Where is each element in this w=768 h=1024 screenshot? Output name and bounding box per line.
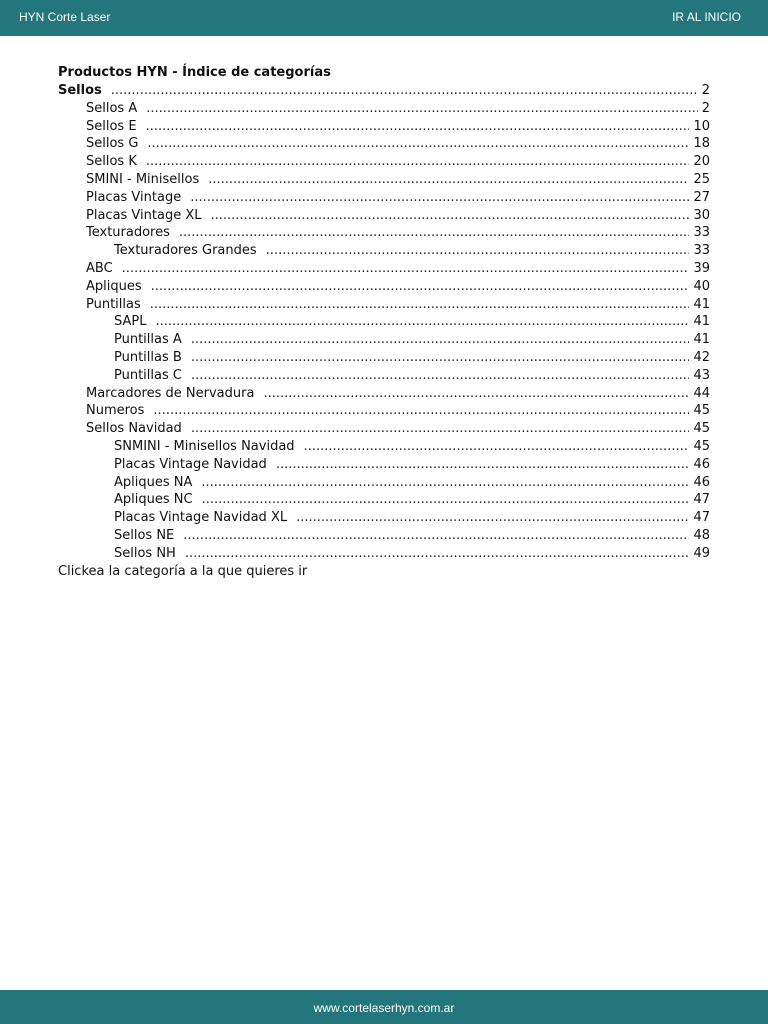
toc-entry-page: 42: [693, 349, 710, 365]
toc-entry[interactable]: [58, 118, 710, 136]
toc-entry[interactable]: [58, 491, 710, 509]
toc-entry-page: 48: [693, 527, 710, 543]
toc-leader-dots: [183, 527, 689, 545]
toc-entry-page: 39: [693, 260, 710, 276]
toc-leader-dots: [191, 367, 689, 385]
toc-entry-page: 41: [693, 296, 710, 312]
toc-entry-page: 46: [693, 474, 710, 490]
toc-entry-label: Texturadores Grandes: [114, 243, 257, 259]
document-content: [58, 64, 710, 581]
toc-leader-dots: [147, 135, 689, 153]
toc-entry-label: Marcadores de Nervadura: [86, 385, 255, 401]
toc-entry-page: 41: [693, 314, 710, 330]
toc-entry-label: Puntillas C: [114, 367, 182, 383]
toc-entry-page: 25: [693, 171, 710, 187]
toc-entry[interactable]: [58, 153, 710, 171]
toc-leader-dots: [191, 420, 690, 438]
toc-entry-label: Placas Vintage: [86, 189, 182, 205]
toc-entry-label: Puntillas A: [114, 332, 182, 348]
toc-entry-page: 2: [701, 100, 710, 116]
toc-entry-label: Sellos NH: [114, 545, 176, 561]
toc-entry-page: 10: [693, 118, 710, 134]
table-of-contents: [58, 82, 710, 563]
toc-entry-label: Sellos: [58, 83, 102, 98]
toc-entry[interactable]: [58, 296, 710, 314]
toc-entry-label: Sellos Navidad: [86, 421, 182, 437]
toc-entry-page: 18: [693, 136, 710, 152]
toc-leader-dots: [179, 224, 690, 242]
toc-entry-page: 45: [693, 421, 710, 437]
toc-leader-dots: [155, 313, 689, 331]
toc-entry[interactable]: [58, 527, 710, 545]
toc-entry-label: Sellos G: [86, 136, 139, 152]
toc-entry[interactable]: [58, 331, 710, 349]
toc-entry[interactable]: [58, 385, 710, 403]
toc-entry[interactable]: [58, 474, 710, 492]
toc-entry-label: ABC: [86, 260, 113, 276]
toc-entry[interactable]: [58, 509, 710, 527]
toc-leader-dots: [146, 118, 690, 136]
instruction-text: Clickea la categoría a la que quieres ir: [58, 563, 308, 579]
toc-entry-page: 49: [693, 545, 710, 561]
toc-leader-dots: [191, 349, 690, 367]
toc-entry-label: SNMINI - Minisellos Navidad: [114, 438, 295, 454]
toc-leader-dots: [151, 278, 690, 296]
toc-leader-dots: [276, 456, 690, 474]
toc-entry-page: 47: [693, 492, 710, 508]
toc-entry-label: Sellos A: [86, 100, 138, 116]
toc-leader-dots: [202, 491, 690, 509]
toc-entry-page: 44: [693, 385, 710, 401]
toc-leader-dots: [304, 438, 690, 456]
toc-leader-dots: [263, 385, 689, 403]
toc-entry-page: 30: [693, 207, 710, 223]
footer-url[interactable]: www.cortelaserhyn.com.ar: [313, 1001, 455, 1015]
toc-leader-dots: [191, 331, 690, 349]
toc-entry[interactable]: [58, 135, 710, 153]
toc-entry[interactable]: [58, 207, 710, 225]
toc-entry-label: Sellos K: [86, 154, 137, 170]
toc-entry-label: Apliques NC: [114, 492, 193, 508]
toc-entry-label: Texturadores: [86, 225, 170, 241]
toc-entry-page: 40: [693, 278, 710, 294]
brand-name: HYN Corte Laser: [19, 10, 111, 24]
toc-entry-label: Apliques NA: [114, 474, 193, 490]
toc-entry[interactable]: [58, 456, 710, 474]
toc-entry-label: Sellos E: [86, 118, 137, 134]
toc-entry-page: 41: [693, 332, 710, 348]
toc-entry-page: 20: [693, 154, 710, 170]
home-link[interactable]: IR AL INICIO: [672, 10, 741, 24]
toc-leader-dots: [146, 153, 690, 171]
top-bar: [0, 0, 768, 36]
toc-entry-page: 33: [693, 243, 710, 259]
toc-leader-dots: [211, 207, 690, 225]
toc-entry-page: 43: [693, 367, 710, 383]
toc-entry[interactable]: [58, 545, 710, 563]
toc-entry-page: 45: [693, 438, 710, 454]
toc-leader-dots: [122, 260, 690, 278]
toc-entry-label: Placas Vintage Navidad: [114, 456, 267, 472]
toc-entry-page: 27: [693, 189, 710, 205]
toc-entry-label: Placas Vintage XL: [86, 207, 202, 223]
toc-entry-label: SMINI - Minisellos: [86, 171, 200, 187]
toc-entry-page: 45: [693, 403, 710, 419]
toc-leader-dots: [185, 545, 690, 563]
toc-entry[interactable]: [58, 260, 710, 278]
toc-entry[interactable]: [58, 278, 710, 296]
toc-entry-label: Sellos NE: [114, 527, 175, 543]
toc-entry-page: 46: [693, 456, 710, 472]
toc-entry[interactable]: [58, 100, 710, 118]
toc-entry-page: 33: [693, 225, 710, 241]
toc-leader-dots: [266, 242, 690, 260]
toc-entry[interactable]: [58, 242, 710, 260]
toc-leader-dots: [201, 474, 689, 492]
toc-entry[interactable]: [58, 402, 710, 420]
toc-leader-dots: [150, 296, 690, 314]
toc-entry[interactable]: [58, 367, 710, 385]
page-title: Productos HYN - Índice de categorías: [58, 65, 331, 80]
toc-entry-label: Puntillas B: [114, 349, 182, 365]
toc-entry[interactable]: [58, 420, 710, 438]
toc-entry[interactable]: [58, 82, 710, 100]
toc-entry-label: Apliques: [86, 278, 142, 294]
toc-leader-dots: [153, 402, 689, 420]
toc-leader-dots: [146, 100, 697, 118]
toc-entry[interactable]: [58, 313, 710, 331]
toc-leader-dots: [208, 171, 689, 189]
toc-entry[interactable]: [58, 171, 710, 189]
toc-entry-page: 47: [693, 510, 710, 526]
toc-leader-dots: [190, 189, 689, 207]
toc-entry-label: SAPL: [114, 314, 147, 330]
toc-entry-label: Placas Vintage Navidad XL: [114, 510, 288, 526]
footer-bar: [0, 990, 768, 1024]
toc-entry[interactable]: [58, 349, 710, 367]
toc-entry-label: Puntillas: [86, 296, 141, 312]
toc-entry-page: 2: [701, 83, 710, 98]
toc-entry[interactable]: [58, 189, 710, 207]
toc-entry[interactable]: [58, 438, 710, 456]
toc-leader-dots: [111, 82, 698, 100]
toc-leader-dots: [296, 509, 689, 527]
toc-entry-label: Numeros: [86, 403, 145, 419]
toc-entry[interactable]: [58, 224, 710, 242]
